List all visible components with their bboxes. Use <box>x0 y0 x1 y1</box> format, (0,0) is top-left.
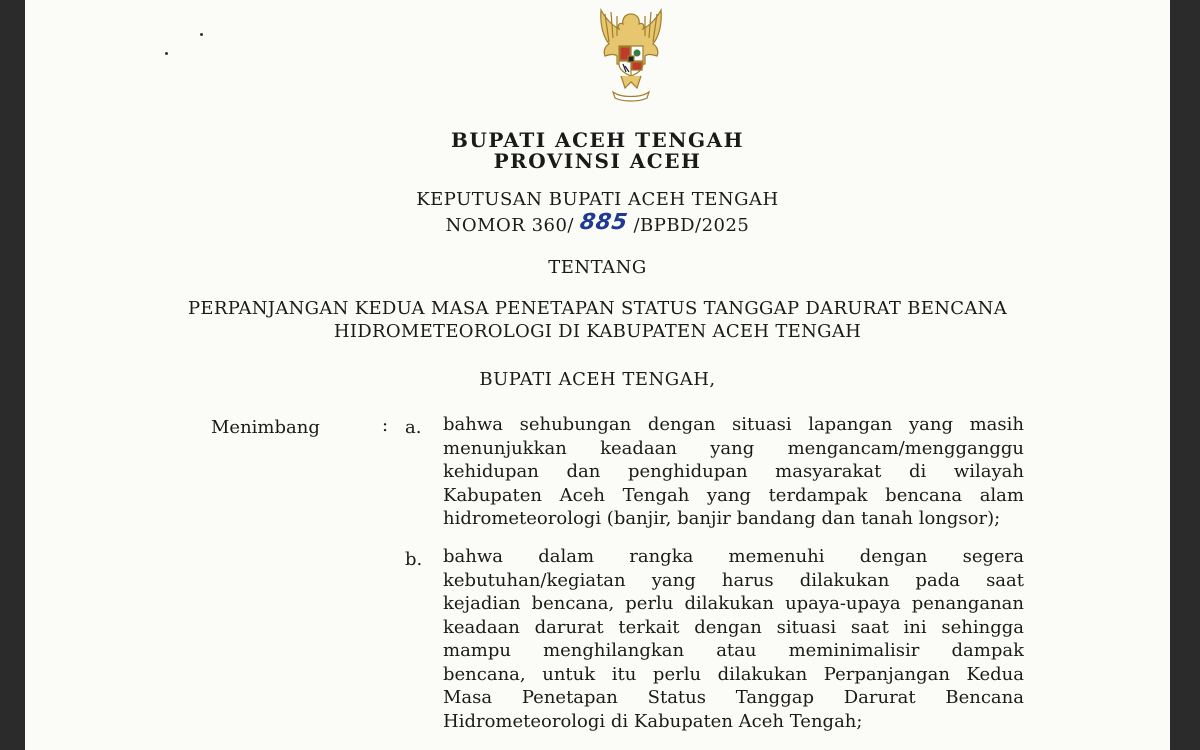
paragraph-line: Kabupaten Aceh Tengah yang terdampak bencana alam <box>443 484 1024 506</box>
paragraph-line: hidrometeorologi (banjir, banjir bandang dan tanah longsor); <box>443 508 1001 529</box>
paragraph-line: kehidupan dan penghidupan masyarakat di wilayah <box>443 461 1024 482</box>
province-heading: PROVINSI ACEH <box>493 149 702 173</box>
paragraph-line: keadaan darurat terkait dengan situasi saat ini sehingga <box>443 616 1024 638</box>
paragraph-line: bahwa dalam rangka memenuhi dengan segera <box>443 546 1024 567</box>
paragraph-line: kebutuhan/kegiatan yang harus dilakukan pada saat <box>443 569 1024 591</box>
paragraph-line: menunjukkan keadaan yang mengancam/mengganggu <box>443 437 1024 459</box>
paragraph-line: bahwa sehubungan dengan situasi lapangan yang masih <box>443 414 1024 435</box>
issuer-heading: BUPATI ACEH TENGAH <box>451 128 744 152</box>
subject-line-2: HIDROMETEOROLOGI DI KABUPATEN ACEH TENGAH <box>333 321 862 342</box>
subject-line-1: PERPANJANGAN KEDUA MASA PENETAPAN STATUS TANGGAP DARURAT BENCANA <box>188 298 1007 319</box>
paragraph-line: kejadian bencana, perlu dilakukan upaya-upaya penanganan <box>443 593 1024 614</box>
item-marker-a: a. <box>405 417 422 438</box>
issuer-statement: BUPATI ACEH TENGAH, <box>479 369 716 390</box>
paragraph-line: Hidrometeorologi di Kabupaten Aceh Tengah; <box>443 710 863 732</box>
document-page <box>25 0 1170 750</box>
considering-item-b <box>443 545 1024 733</box>
paragraph-line: Masa Penetapan Status Tanggap Darurat Bencana <box>443 687 1024 708</box>
handwritten-number: 885 <box>578 210 630 235</box>
scan-speck <box>165 52 168 55</box>
decree-number-suffix: /BPBD/2025 <box>633 215 750 236</box>
considering-item-a <box>443 413 1024 531</box>
paragraph-line: mampu menghilangkan atau meminimalisir dampak <box>443 640 1024 661</box>
decree-number <box>25 212 1170 237</box>
decree-title: KEPUTUSAN BUPATI ACEH TENGAH <box>416 189 779 210</box>
garuda-emblem-icon <box>595 6 667 106</box>
considering-label: Menimbang <box>211 417 320 438</box>
scan-speck <box>200 33 203 36</box>
item-marker-b: b. <box>405 549 423 570</box>
decree-number-prefix: NOMOR 360/ <box>445 215 574 236</box>
considering-colon: : <box>382 415 389 436</box>
tentang-label: TENTANG <box>548 257 647 278</box>
paragraph-line: bencana, untuk itu perlu dilakukan Perpanjangan Kedua <box>443 663 1024 685</box>
